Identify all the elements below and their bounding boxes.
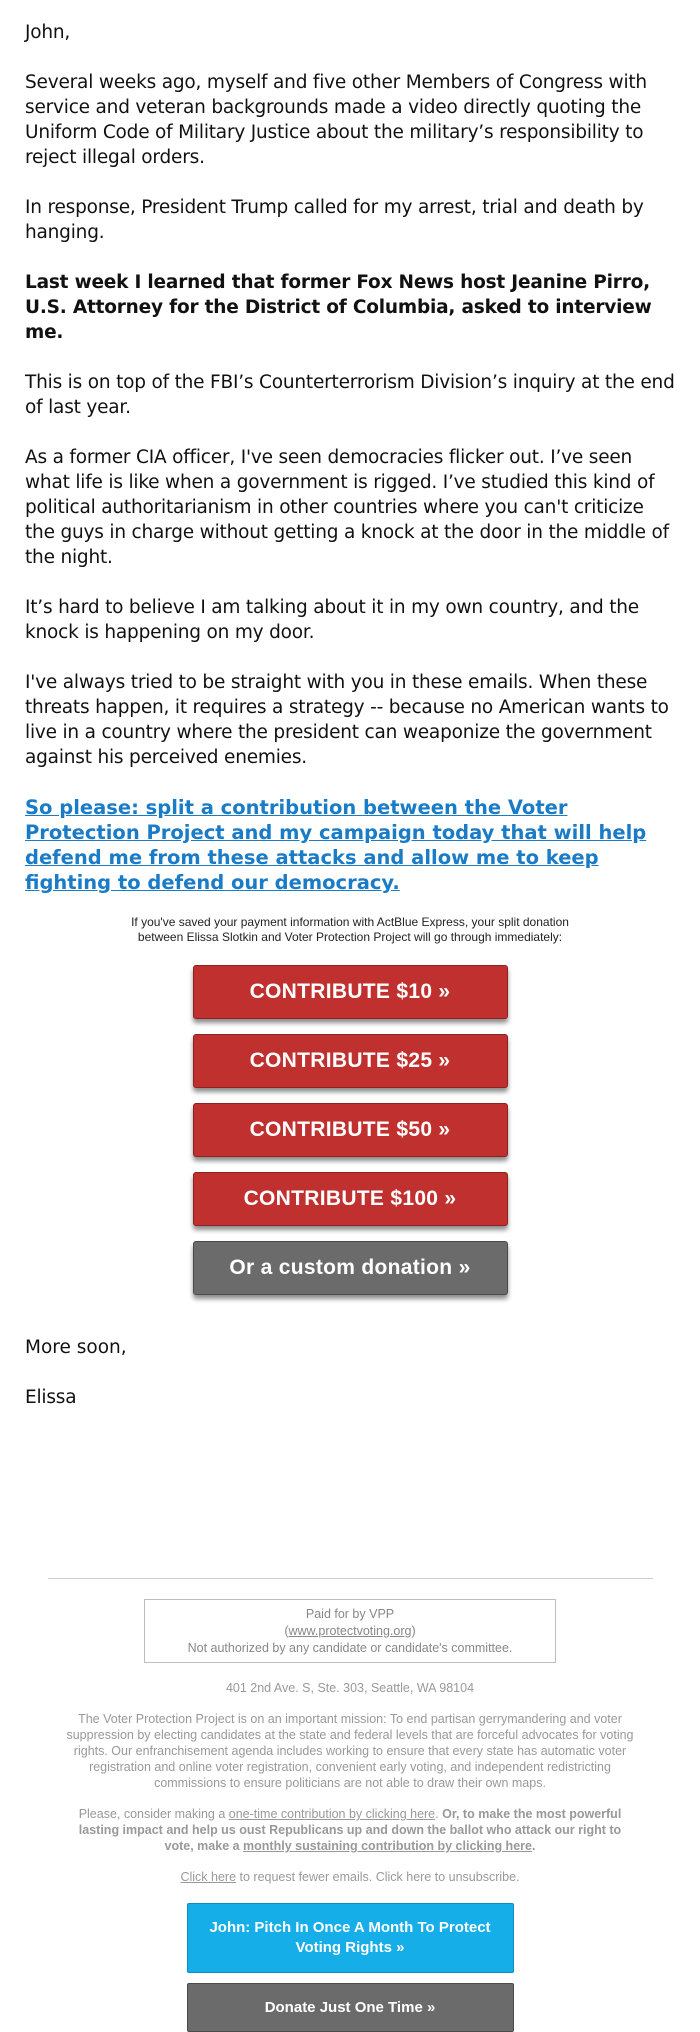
actblue-express-note: If you've saved your payment information with ActBlue Express, your split donation between Elissa Slotkin and Voter Protection Project will go through immediately: <box>131 915 569 944</box>
email-preferences <box>65 1869 635 1885</box>
paragraph-5: As a former CIA officer, I've seen democracies flicker out. I’ve seen what life is like when a government is rigged. I’ve studied this kind of political authoritarianism in other countries where you can't criticize the guys in charge without getting a knock at the door in the middle of the night. <box>25 447 669 568</box>
unsubscribe-text[interactable]: to request fewer emails. Click here to unsubscribe. <box>236 1870 520 1884</box>
paren-open: ( <box>284 1624 289 1638</box>
contribute-50-button[interactable]: CONTRIBUTE $50 » <box>193 1103 508 1157</box>
greeting: John, <box>25 22 71 43</box>
signature: Elissa <box>25 1387 77 1408</box>
contribution-appeal <box>65 1806 635 1854</box>
appeal-sep: . <box>435 1807 443 1821</box>
website-line <box>145 1623 555 1640</box>
fewer-emails-link[interactable]: Click here <box>180 1870 237 1884</box>
contribute-25-button[interactable]: CONTRIBUTE $25 » <box>193 1034 508 1088</box>
mailing-address: 401 2nd Ave. S, Ste. 303, Seattle, WA 98104 <box>225 1681 475 1695</box>
signoff: More soon, <box>25 1337 127 1358</box>
contribute-100-button[interactable]: CONTRIBUTE $100 » <box>193 1172 508 1226</box>
paragraph-7: I've always tried to be straight with you in these emails. When these threats happen, it requires a strategy -- because no American wants to live in a country where the president can weaponize the government against his perceived enemies. <box>25 672 669 768</box>
custom-donation-button[interactable]: Or a custom donation » <box>193 1241 508 1295</box>
paid-for-box <box>144 1599 556 1663</box>
appeal-end: . <box>531 1839 536 1853</box>
split-contribution-link[interactable]: So please: split a contribution between the Voter Protection Project and my campaign today that will help defend me from these attacks and allow me to keep fighting to defend our democracy. <box>25 796 647 894</box>
mission-statement: The Voter Protection Project is on an important mission: To end partisan gerrymandering and voter suppression by electing candidates at the state and federal levels that are forceful advocates for voting rights. Our enfranchisement agenda includes working to ensure that every state has automatic voter registration and online voter registration, convenient early voting, and independent redistricting commissions to ensure politicians are not able to draw their own maps. <box>66 1712 634 1790</box>
one-time-donation-button[interactable]: Donate Just One Time » <box>187 1983 514 2032</box>
footer-divider <box>48 1578 653 1579</box>
paragraph-1: Several weeks ago, myself and five other Members of Congress with service and veteran backgrounds made a video directly quoting the Uniform Code of Military Justice about the military’s responsibility to reject illegal orders. <box>25 72 647 168</box>
monthly-donation-button[interactable]: John: Pitch In Once A Month To Protect Voting Rights » <box>187 1903 514 1973</box>
paren-close: ) <box>411 1624 416 1638</box>
not-authorized-line: Not authorized by any candidate or candidate's committee. <box>187 1641 513 1655</box>
website-link[interactable]: www.protectvoting.org <box>288 1624 412 1638</box>
paid-for-line: Paid for by VPP <box>305 1607 395 1621</box>
contribute-buttons <box>25 965 675 1310</box>
paragraph-6: It’s hard to believe I am talking about it in my own country, and the knock is happening on my door. <box>25 597 639 643</box>
one-time-contribution-link[interactable]: one-time contribution by clicking here <box>228 1807 436 1821</box>
paragraph-3-bold: Last week I learned that former Fox News host Jeanine Pirro, U.S. Attorney for the District of Columbia, asked to interview me. <box>25 272 652 343</box>
paragraph-4: This is on top of the FBI’s Counterterrorism Division’s inquiry at the end of last year. <box>25 372 675 418</box>
appeal-text: Please, consider making a <box>78 1807 229 1821</box>
paragraph-2: In response, President Trump called for my arrest, trial and death by hanging. <box>25 197 644 243</box>
contribute-10-button[interactable]: CONTRIBUTE $10 » <box>193 965 508 1019</box>
monthly-contribution-link[interactable]: monthly sustaining contribution by clicking here <box>243 1839 532 1853</box>
appeal-bold-text: Or, to make the most powerful lasting impact and help us oust Republicans up and down the ballot who attack our right to vote, make a <box>78 1807 622 1853</box>
email-footer <box>0 1578 700 2032</box>
